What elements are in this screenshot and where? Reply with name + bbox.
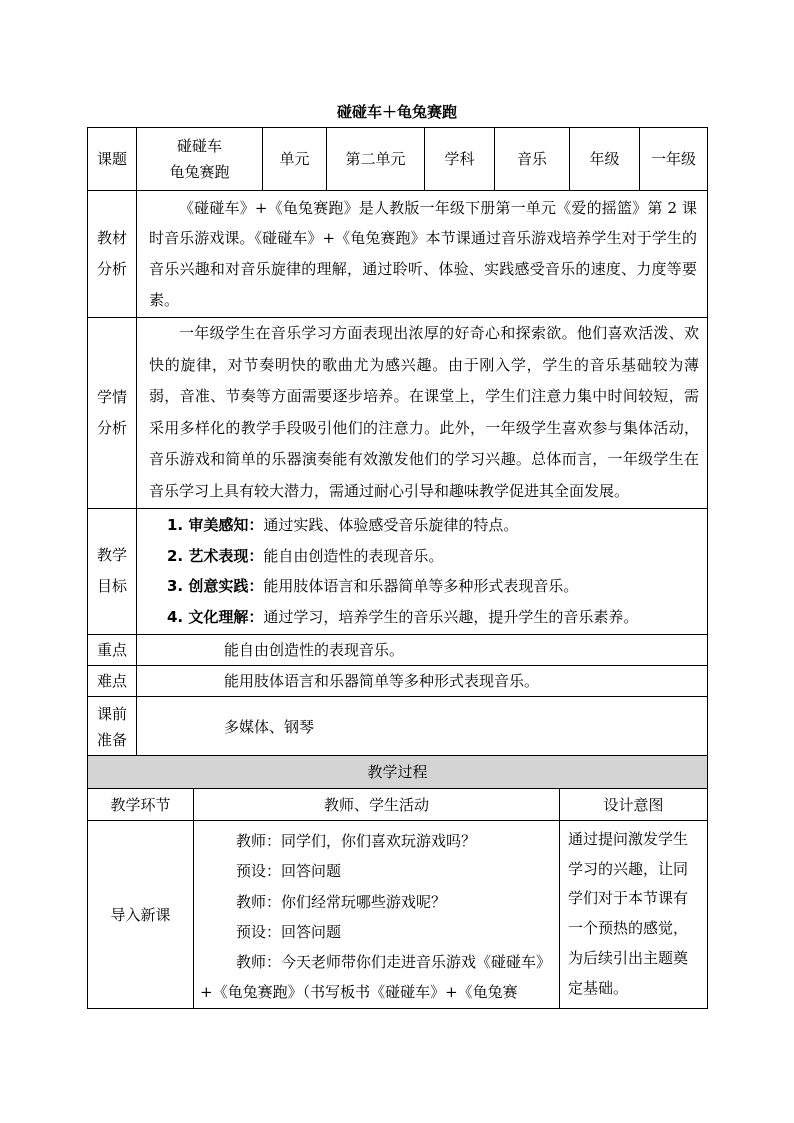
activity-line: 教师：你们经常玩哪些游戏呢？ — [236, 892, 447, 911]
student-analysis-text: 一年级学生在音乐学习方面表现出浓厚的好奇心和探索欲。他们喜欢活泼、欢快的旋律，对节奏明快的歌曲尤为感兴趣。由于刚入学，学生的音乐基础较为薄弱，音准、节奏等方面需要逐步培养。在课堂上，学生们注意力集中时间较短，需采用多样化的教学手段吸引他们的注意力。此外，一年级学生喜欢参与集体活动，音乐游戏和简单的乐器演奏能有效激发他们的学习兴趣。总体而言，一年级学生在音乐学习上具有较大潜力，需通过耐心引导和趣味教学促进其全面发展。 — [137, 318, 708, 509]
difficulty-label: 难点 — [88, 665, 137, 696]
document-title: 碰碰车＋龟兔赛跑 — [336, 103, 457, 121]
col-intent-header: 设计意图 — [560, 789, 708, 821]
goals-label: 教学 目标 — [88, 508, 137, 634]
activity-cell — [194, 821, 560, 1009]
unit-label: 单元 — [263, 128, 327, 191]
students-label: 学情 分析 — [88, 318, 137, 509]
process-heading: 教学过程 — [88, 756, 708, 789]
topic-value — [137, 128, 263, 191]
topic-line-1: 碰碰车 — [176, 137, 222, 155]
goal-item: 2. 艺术表现：能自由创造性的表现音乐。 — [167, 546, 444, 565]
key-point-label: 重点 — [88, 634, 137, 665]
unit-value: 第二单元 — [327, 128, 425, 191]
prep-label: 课前 准备 — [88, 696, 137, 758]
grade-value: 一年级 — [640, 128, 708, 191]
topic-label: 课题 — [88, 128, 137, 191]
material-analysis-text: 《碰碰车》+《龟兔赛跑》是人教版一年级下册第一单元《爱的摇篮》第 2 课时音乐游戏课。《碰碰车》+《龟兔赛跑》本节课通过音乐游戏培养学生对于学生的音乐兴趣和对音乐旋律的理解，通过聆听、体验、实践感受音乐的速度、力度等要素。 — [137, 191, 708, 318]
goal-item: 4. 文化理解：通过学习，培养学生的音乐兴趣，提升学生的音乐素养。 — [167, 607, 639, 626]
activity-line: 教师：今天老师带你们走进音乐游戏《碰碰车》 — [236, 953, 552, 972]
activity-line: +《龟兔赛跑》（书写板书《碰碰车》+《龟兔赛 — [200, 983, 518, 1002]
activity-line: 预设：回答问题 — [236, 922, 342, 941]
lesson-info-table — [87, 127, 708, 759]
activity-line: 预设：回答问题 — [236, 862, 342, 881]
activity-line: 教师：同学们，你们喜欢玩游戏吗？ — [236, 832, 477, 850]
col-activity-header: 教师、学生活动 — [194, 789, 560, 821]
material-label: 教材 分析 — [88, 191, 137, 318]
goal-item: 1. 审美感知：通过实践、体验感受音乐旋律的特点。 — [167, 516, 519, 535]
topic-line-2: 龟兔赛跑 — [169, 163, 230, 181]
prep-text: 多媒体、钢琴 — [137, 696, 708, 758]
teaching-goals — [137, 508, 708, 634]
col-stage-header: 教学环节 — [88, 789, 194, 821]
key-point-text: 能自由创造性的表现音乐。 — [137, 634, 708, 665]
teaching-process-table — [87, 755, 708, 1009]
subject-value: 音乐 — [495, 128, 570, 191]
difficulty-text: 能用肢体语言和乐器简单等多种形式表现音乐。 — [137, 665, 708, 696]
intent-cell: 通过提问激发学生学习的兴趣，让同学们对于本节课有一个预热的感觉，为后续引出主题奠定基础。 — [560, 821, 708, 1009]
subject-label: 学科 — [425, 128, 495, 191]
grade-label: 年级 — [570, 128, 640, 191]
goal-item: 3. 创意实践：能用肢体语言和乐器简单等多种形式表现音乐。 — [167, 577, 579, 596]
stage-cell: 导入新课 — [88, 821, 194, 1009]
